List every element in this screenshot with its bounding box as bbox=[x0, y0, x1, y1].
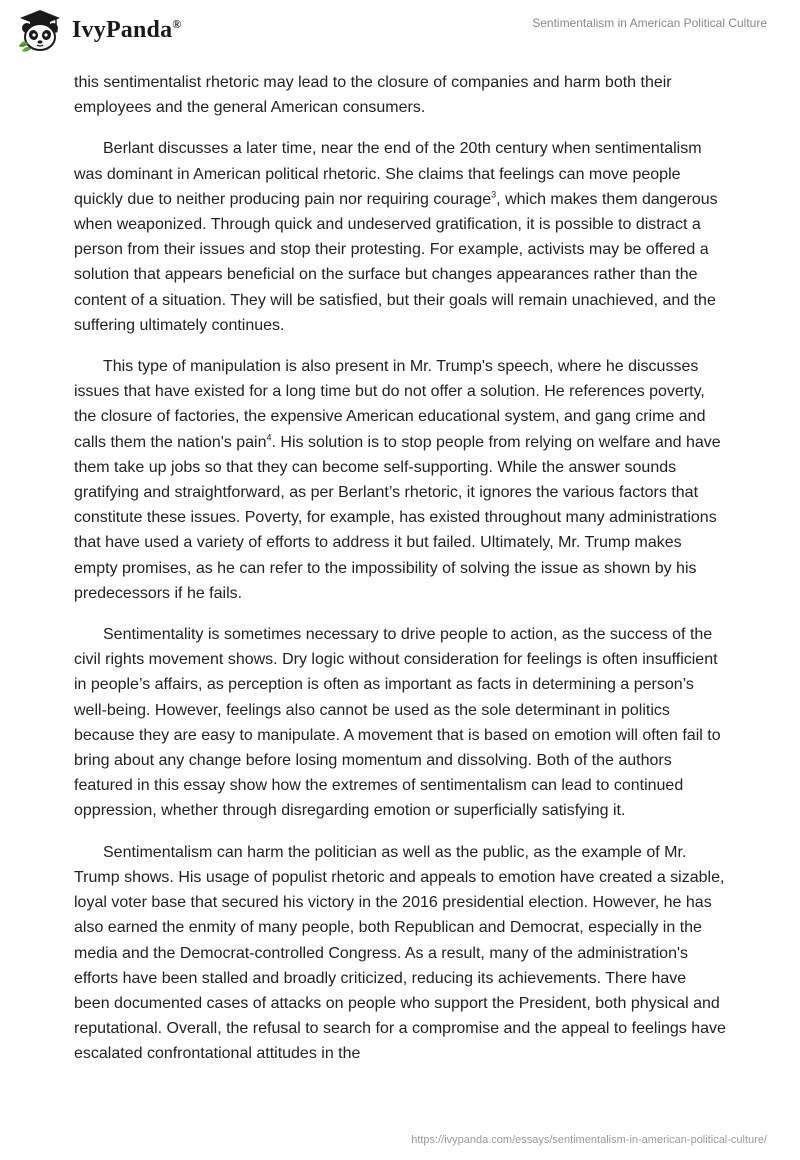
essay-body bbox=[74, 70, 726, 1083]
paragraph: this sentimentalist rhetoric may lead to the closure of companies and harm both their employees and the general American consumers. bbox=[74, 74, 672, 117]
footnote-ref[interactable]: 4 bbox=[266, 432, 272, 443]
ivypanda-logo[interactable] bbox=[16, 8, 181, 52]
page-header bbox=[0, 0, 800, 58]
panda-mascot-icon bbox=[16, 8, 64, 52]
paragraph: Sentimentalism can harm the politician as well as the public, as the example of Mr. Trump shows. His usage of populist rhetoric and appeals to emotion have created a sizable, loyal voter base that secured his victory in the 2016 presidential election. However, he has also earned the enmity of many people, both Republican and Democrat, especially in the media and the Democrat-controlled Congress. As a result, many of the administration's efforts have been stalled and broadly criticized, reducing its achievements. There have been documented cases of attacks on people who support the President, both physical and reputational. Overall, the refusal to search for a compromise and the appeal to feelings have escalated confrontational attitudes in the bbox=[74, 843, 726, 1063]
source-url[interactable]: https://ivypanda.com/essays/sentimentalism-in-american-political-culture/ bbox=[411, 1134, 767, 1146]
document-title: Sentimentalism in American Political Culture bbox=[532, 16, 767, 30]
brand-name: IvyPanda® bbox=[72, 16, 182, 43]
footnote-ref[interactable]: 3 bbox=[491, 189, 497, 200]
paragraph: This type of manipulation is also present in Mr. Trump's speech, where he discusses issues that have existed for a long time but do not offer a solution. He references poverty, the closure of factories, the expensive American educational system, and gang crime and calls them the nation's pain$^4$. His solution is to stop people from relying on welfare and have them take up jobs so that they can become self-supporting. While the answer sounds gratifying and straightforward, as per Berlant’s rhetoric, it ignores the various factors that constitute these issues. Poverty, for example, has existed throughout many administrations that have used a variety of efforts to address it but failed. Ultimately, Mr. Trump makes empty promises, as he can refer to the impossibility of solving the issue as shown by his predecessors if he fails. bbox=[74, 358, 721, 602]
paragraph: Berlant discusses a later time, near the end of the 20th century when sentimentalism was dominant in American political rhetoric. She claims that feelings can move people quickly due to neither producing pain nor requiring courage$^3$, which makes them dangerous when weaponized. Through quick and undeserved gratification, it is possible to distract a person from their issues and stop their protesting. For example, activists may be offered a solution that appears beneficial on the surface but changes appearances rather than the content of a situation. They will be satisfied, but their goals will remain unachieved, and the suffering ultimately continues. bbox=[74, 140, 718, 334]
paragraph: Sentimentality is sometimes necessary to drive people to action, as the success of the civil rights movement shows. Dry logic without consideration for feelings is often insufficient in people’s affairs, as perception is often as important as facts in determining a person’s well-being. However, feelings also cannot be used as the sole determinant in politics because they are easy to manipulate. A movement that is based on emotion will often fail to bring about any change before losing momentum and dissolving. Both of the authors featured in this essay show how the extremes of sentimentalism can lead to continued oppression, whether through disregarding emotion or superficially satisfying it. bbox=[74, 626, 721, 820]
